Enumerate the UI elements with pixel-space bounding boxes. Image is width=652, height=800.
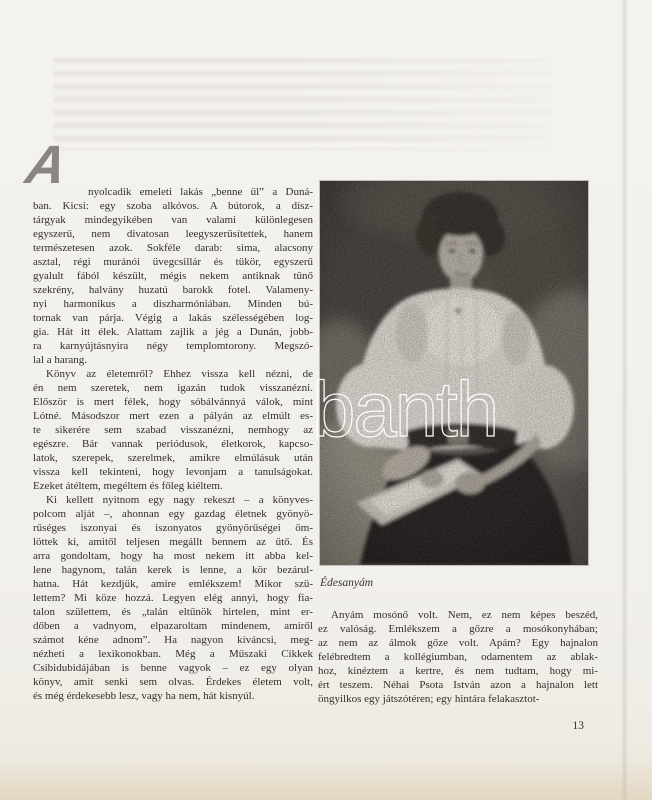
text-line: nézheti a lexikonokban. Még a Műszaki Cikkek [33,648,313,660]
portrait-photo-art [320,181,588,565]
text-line: szekrény, halvány huzatú barokk fotel. Valameny- [33,284,313,296]
text-line: Ezeket átéltem, megéltem és főleg kiéltem. [33,480,223,492]
drop-cap: A [21,135,72,195]
text-line: Csibidubidájában is benne vagyok – ez egy olyan [33,662,313,674]
text-line: ban. Kicsi: egy szoba alkóvos. A bútorok, a dísz- [33,200,313,212]
text-line: nyi harmonikus a diszharmóniában. Minden bú- [33,298,313,310]
text-line: ez valóság. Emlékszem a gőzre a mosókonyhában; [318,623,598,635]
showthrough-ghosting [53,58,553,151]
text-line: latok, szerepek, szerelmek, amikre elmúlásuk után [33,452,313,464]
text-line: löttek ki, amitől teljesen megállt bennem az ütő. És [33,536,313,548]
text-line: Először is mert félek, hogy sóbálvánnyá válok, mint [33,396,313,408]
text-line: te sikerére sem szabad visszanézni, nemhogy az [33,424,313,436]
text-line: ért teszem. Néhai Psota István azon a hajnalon lett [318,679,598,691]
text-line: hatna. Hát kezdjük, amire emlékszem! Mikor szü- [33,578,313,590]
text-line: talon születtem, és „talán eltűnök hirtelen, mint er- [33,606,313,618]
text-line: polcom alját –, ahonnan egy gazdag életnek gyönyö- [33,508,313,520]
text-line: felébredtem a kollégiumban, odamentem az ablak- [318,651,598,663]
text-line: gyalult fából készült, mégis nekem antiknak tűnő [33,270,313,282]
text-line: ra karnyújtásnyira négy templomtorony. Megszó- [33,340,313,352]
text-line: Ki kellett nyitnom egy nagy rekeszt – a könyves- [46,494,313,506]
text-line: lal a harang. [33,354,88,366]
text-line: lettem? Mi köze hozzá. Legyen elég annyi, hogy fia- [33,592,313,604]
page-bottom-shadow [0,758,652,800]
text-line: egyszerű, nem divatosan leegyszerűsítettek, hanem [33,228,313,240]
text-line: lene hagynom, talán kerek is lenne, a kör bezárul- [33,564,313,576]
text-line: egészre. Bár vannak periódusok, életkorok, kapcso- [33,438,313,450]
text-line: rűséges iszonyai és iszonyatos gyönyörűségei öm- [33,522,313,534]
text-line: az nem az álmok gőze volt. Apám? Egy hajnalon [318,637,598,649]
text-line: és még érdekesebb lesz, vagy ha nem, hát kisnyúl. [33,690,255,702]
text-line: Könyv az életemről? Ehhez vissza kell nézni, de [46,368,313,380]
text-line: tornak van párja. Végig a lakás szélességében log- [33,312,313,324]
right-text-column [318,608,598,706]
page-number: 13 [572,720,584,732]
text-line: természetesen azok. Sokféle darab: sima, alacsony [33,242,313,254]
text-line: arra gondoltam, hogy ha most nekem itt abba kel- [33,550,313,562]
text-line: gia. Hát itt élek. Alattam zajlik a jég a Dunán, jobb- [33,326,313,338]
text-line: Anyám mosónő volt. Nem, ez nem képes beszéd, [331,609,598,621]
text-line: számot kéne adnom”. Ha nagyon kíváncsi, meg- [33,634,313,646]
text-line: én nem szeretek, nem igazán tudok visszanézni. [33,382,313,394]
page-edge-shading [621,0,628,800]
text-line: öngyilkos egy játszótéren; egy hintára felakasztot- [318,693,540,705]
text-line: Lótné. Másodszor mert ezen a pályán az elmúlt es- [33,410,313,422]
text-line: nyolcadik emeleti lakás „benne ül” a Duná- [88,186,313,198]
left-text-column [33,185,313,703]
text-line: tárgyak mindegyikében van valami különlegesen [33,214,313,226]
portrait-photo [320,181,588,565]
text-line: hoz, kinéztem a kertre, és nem tudtam, hogy mi- [318,665,598,677]
photo-caption: Édesanyám [320,577,374,589]
text-line: vissza kell tekinteni, hogy levonjam a tanulságokat. [33,466,313,478]
text-line: dőben a vadnyom, elpazaroltam mindenem, amiről [33,620,313,632]
watermark-text: banth [312,365,498,448]
text-line: asztal, régi muránói üvegcsillár és tükör, egyszerű [33,256,313,268]
text-line: könyv, amit senki sem olvas. Érdekes életem volt, [33,676,313,688]
